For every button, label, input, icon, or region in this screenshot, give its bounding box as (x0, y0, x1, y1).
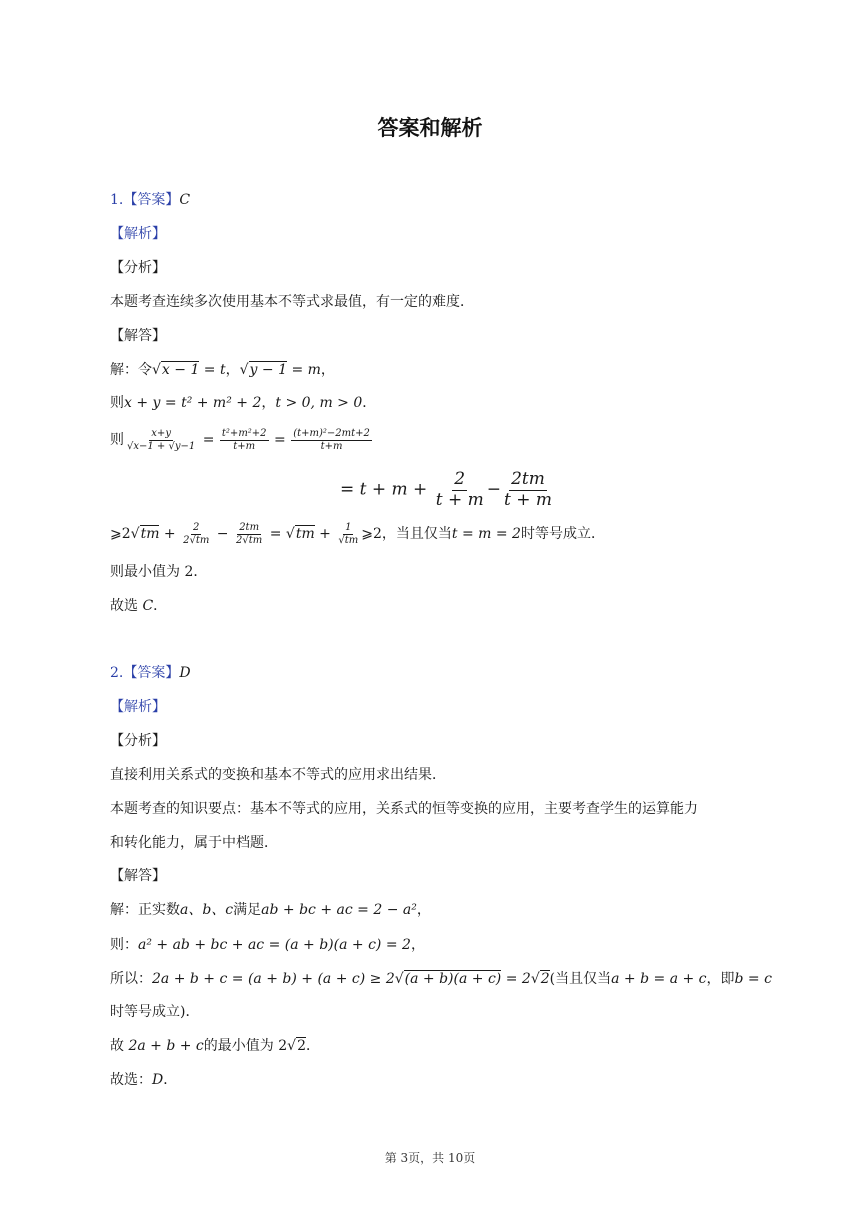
q2-answer: D (179, 665, 191, 681)
q1-step1-pre: 解：令 (110, 362, 152, 378)
q1-fenxi-text: 本题考查连续多次使用基本不等式求最值，有一定的难度． (110, 294, 474, 310)
q1-choice: 故选 C． (110, 598, 168, 614)
q1-step2-eq: x + y = t² + m² + 2 (124, 395, 262, 411)
q1-sep: ， (225, 362, 240, 378)
q2-step3: 所以：2a + b + c = (a + b) + (a + c) ≥ 2√(a + b)(a + c) = 2√2(当且仅当a + b = a + c，即b = c (110, 971, 772, 987)
q2-jieda: 【解答】 (110, 868, 166, 884)
q1-step4-frac2: $\frac{2tm}{t + m}$ (503, 469, 552, 510)
q1-step2-pre: 则 (110, 395, 124, 411)
q2-step3-cont: 时等号成立)． (110, 1004, 200, 1020)
q1-step2 (110, 393, 376, 413)
page-footer: 第 3页，共 10页 (384, 1151, 476, 1165)
q1-step5-frac2: $\frac{2tm}{2√tm}$ (236, 522, 263, 546)
q2-kaocha-2: 和转化能力，属于中档题． (110, 835, 278, 851)
q2-kaocha-1: 本题考查的知识要点：基本不等式的应用，关系式的恒等变换的应用，主要考查学生的运算能力 (110, 801, 698, 817)
q1-answer: C (179, 192, 191, 208)
q2-number: 2. (110, 665, 124, 681)
q1-jieda: 【解答】 (110, 328, 166, 344)
q1-step4-frac1: $\frac{2}{t + m}$ (435, 469, 484, 510)
q1-step2-mid: ， (261, 395, 276, 411)
q1-step1: 解：令√x − 1 = t，√y − 1 = m， (110, 362, 335, 378)
q1-step4-minus: − (486, 479, 501, 500)
q1-sqrt-y: y − 1 (249, 362, 287, 378)
q1-fraction-1: $\frac{x+y}{√x-1 + √y-1}$ (127, 428, 196, 452)
q1-answer-line (110, 190, 190, 210)
q1-step2-end: ． (362, 395, 377, 411)
q1-sqrt-x: x − 1 (161, 362, 200, 378)
q1-jiexi: 【解析】 (110, 226, 166, 242)
q1-step5: ⩾2√tm + $\frac{2}{2√tm}$ − $\frac{2tm}{2√tm}$ = √tm + $\frac{1}{√tm}$ ⩾2，当且仅当t = m = 2时等号成立． (110, 522, 605, 546)
q2-jiexi: 【解析】 (110, 699, 166, 715)
q1-min-value: 则最小值为 2． (110, 564, 208, 580)
q2-step2: 则：a² + ab + bc + ac = (a + b)(a + c) = 2， (110, 937, 425, 953)
q2-fenxi: 【分析】 (110, 733, 166, 749)
q2-choice: 故选：D． (110, 1072, 178, 1088)
q1-eq-m: = m (287, 362, 321, 378)
q1-step3-pre: 则 (110, 432, 124, 448)
q2-fenxi-text: 直接利用关系式的变换和基本不等式的应用求出结果． (110, 767, 446, 783)
q1-eq-t: = t (199, 362, 226, 378)
q2-min-value: 故 2a + b + c的最小值为 2√2． (110, 1038, 320, 1054)
q1-step5-frac3: $\frac{1}{√tm}$ (338, 522, 359, 546)
q1-fraction-3: $\frac{\text{(t+m)²−2mt+2}}{t+m}$ (293, 428, 370, 452)
q1-answer-tag: 【答案】 (123, 192, 180, 208)
q2-step1: 解：正实数a、b、c满足ab + bc + ac = 2 − a²， (110, 902, 431, 918)
q1-step2-cond: t > 0, m > 0 (275, 395, 363, 411)
q1-step5-frac1: $\frac{2}{2√tm}$ (183, 522, 210, 546)
q2-answer-line (110, 663, 191, 683)
q1-step4 (340, 470, 555, 510)
q1-step4-pre: = t + m + (340, 479, 433, 500)
q1-number: 1. (110, 192, 124, 208)
q1-fraction-2: $\frac{\text{t²+m²+2}}{t+m}$ (221, 428, 267, 452)
page-title: 答案和解析 (377, 116, 483, 140)
q1-fenxi: 【分析】 (110, 260, 166, 276)
q1-step3: 则 $\frac{x+y}{√x-1 + √y-1}$ = $\frac{\text{t²+m²+2}}{t+m}$ = $\frac{\text{(t+m)²−2mt+2}}{t+m}$ (110, 428, 370, 452)
q2-answer-tag: 【答案】 (123, 665, 180, 681)
q1-step1-end: ， (320, 362, 335, 378)
